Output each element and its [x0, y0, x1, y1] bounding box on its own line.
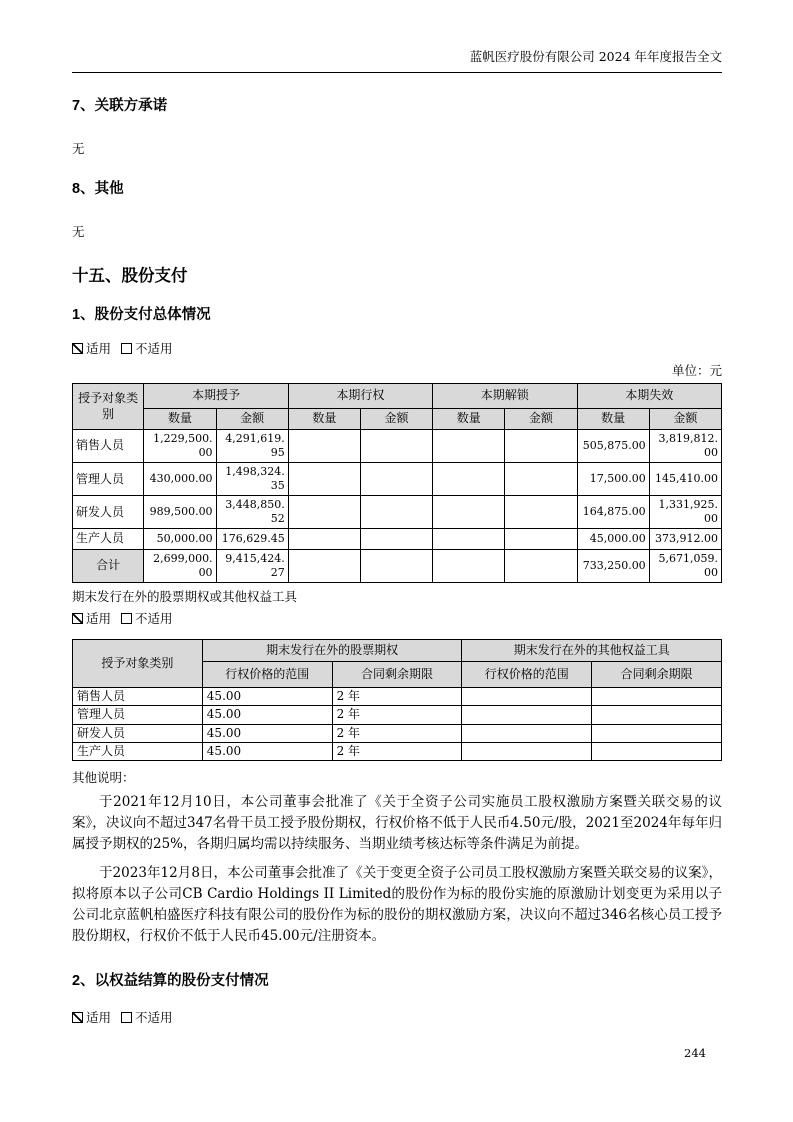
table-cell — [462, 724, 592, 742]
row-label: 管理人员 — [73, 463, 144, 496]
table-cell: 3,448,850.52 — [216, 496, 288, 529]
checked-checkbox-icon — [72, 1012, 83, 1023]
t1-subheader: 金额 — [505, 409, 577, 430]
table-cell: 2 年 — [332, 687, 462, 705]
unchecked-checkbox-icon — [121, 343, 132, 354]
section-8-heading: 8、其他 — [72, 181, 124, 197]
table-cell — [505, 496, 577, 529]
page-number: 244 — [684, 1046, 706, 1060]
table-row-total — [73, 549, 722, 582]
table-cell: 1,331,925.00 — [649, 496, 721, 529]
table-cell — [433, 529, 505, 549]
table-cell — [505, 529, 577, 549]
share-payment-summary-table — [72, 383, 722, 583]
table-cell: 145,410.00 — [649, 463, 721, 496]
table-cell: 1,498,324.35 — [216, 463, 288, 496]
table-cell: 164,875.00 — [577, 496, 649, 529]
t2-subheader: 合同剩余期限 — [332, 661, 462, 687]
not-applicable-label: 不适用 — [135, 1010, 173, 1026]
section-7-heading: 7、关联方承诺 — [72, 98, 168, 114]
table-cell: 45.00 — [202, 687, 332, 705]
table-cell: 17,500.00 — [577, 463, 649, 496]
header-title: 蓝帆医疗股份有限公司 2024 年年度报告全文 — [469, 49, 722, 64]
table-cell — [360, 549, 432, 582]
t2-group-stock-options: 期末发行在外的股票期权 — [202, 639, 462, 661]
t1-group-exercised: 本期行权 — [288, 384, 432, 409]
table-cell: 2 年 — [332, 743, 462, 761]
table-cell — [288, 529, 360, 549]
t1-subheader: 金额 — [216, 409, 288, 430]
t1-subheader: 数量 — [433, 409, 505, 430]
table-cell — [592, 706, 722, 724]
applicability-line-1 — [72, 341, 722, 356]
table-cell: 9,415,424.27 — [216, 549, 288, 582]
table-row — [73, 430, 722, 463]
table-cell — [433, 496, 505, 529]
table-cell — [288, 496, 360, 529]
table-cell: 4,291,619.95 — [216, 430, 288, 463]
applicable-label: 适用 — [86, 1010, 112, 1026]
outstanding-options-table — [72, 639, 722, 761]
table-cell: 2 年 — [332, 724, 462, 742]
row-label: 销售人员 — [73, 430, 144, 463]
table-row — [73, 496, 722, 529]
section-7-body: 无 — [72, 141, 85, 156]
table-row — [73, 743, 722, 761]
note-paragraph-2023: 于2023年12月8日，本公司董事会批准了《关于变更全资子公司员工股权激励方案暨关联交易的议案》，拟将原本以子公司CB Cardio Holdings II Limited的股份作为标的股份实施的原激励计划变更为采用以子公司北京蓝帆柏盛医疗科技有限公司的股份作为标的股份的期权激励方案，决议向不超过346名核心员工授予股份期权，行权价不低于人民币45.00元/注册资本。 — [72, 865, 722, 945]
table-cell — [592, 724, 722, 742]
table-cell — [360, 430, 432, 463]
table-cell — [288, 463, 360, 496]
table-cell — [462, 706, 592, 724]
not-applicable-label: 不适用 — [135, 341, 173, 356]
table-cell — [433, 463, 505, 496]
t1-category-header: 授予对象类别 — [73, 384, 144, 430]
table-cell: 430,000.00 — [144, 463, 216, 496]
table-cell: 45.00 — [202, 724, 332, 742]
t1-group-granted: 本期授予 — [144, 384, 288, 409]
t2-category-header: 授予对象类别 — [73, 639, 203, 687]
unit-label: 单位：元 — [671, 363, 722, 378]
checked-checkbox-icon — [72, 613, 83, 624]
total-row-label: 合计 — [73, 549, 144, 582]
table-cell — [433, 430, 505, 463]
t1-subheader: 数量 — [577, 409, 649, 430]
table-cell: 45.00 — [202, 743, 332, 761]
table-cell: 505,875.00 — [577, 430, 649, 463]
applicable-label: 适用 — [86, 341, 112, 356]
t2-group-other-instruments: 期末发行在外的其他权益工具 — [462, 639, 722, 661]
other-notes-label: 其他说明： — [72, 770, 135, 786]
applicable-label: 适用 — [86, 610, 112, 626]
checked-checkbox-icon — [72, 343, 83, 354]
table-cell — [360, 529, 432, 549]
table-row — [73, 687, 722, 705]
unchecked-checkbox-icon — [121, 1012, 132, 1023]
applicability-line-2 — [72, 611, 722, 626]
table-row — [73, 706, 722, 724]
t1-subheader: 数量 — [144, 409, 216, 430]
table-cell — [462, 743, 592, 761]
row-label: 生产人员 — [73, 743, 203, 761]
table-cell — [360, 496, 432, 529]
unchecked-checkbox-icon — [121, 613, 132, 624]
table-cell — [592, 687, 722, 705]
t2-subheader: 行权价格的范围 — [202, 661, 332, 687]
table-row — [73, 463, 722, 496]
section-8-body: 无 — [72, 224, 85, 239]
table-cell — [462, 687, 592, 705]
table-cell: 1,229,500.00 — [144, 430, 216, 463]
table-cell: 989,500.00 — [144, 496, 216, 529]
table-row — [73, 529, 722, 549]
table-cell: 373,912.00 — [649, 529, 721, 549]
table-cell — [288, 430, 360, 463]
section-15-1-heading: 1、股份支付总体情况 — [72, 307, 211, 323]
row-label: 销售人员 — [73, 687, 203, 705]
t1-group-unlocked: 本期解锁 — [433, 384, 577, 409]
table-row — [73, 724, 722, 742]
table-cell: 3,819,812.00 — [649, 430, 721, 463]
table-cell: 45.00 — [202, 706, 332, 724]
table-cell — [505, 430, 577, 463]
section-15-heading: 十五、股份支付 — [72, 267, 188, 285]
table-cell: 5,671,059.00 — [649, 549, 721, 582]
table-cell: 50,000.00 — [144, 529, 216, 549]
table-cell — [505, 463, 577, 496]
table-cell: 2,699,000.00 — [144, 549, 216, 582]
row-label: 生产人员 — [73, 529, 144, 549]
t2-subheader: 合同剩余期限 — [592, 661, 722, 687]
section-15-2-heading: 2、以权益结算的股份支付情况 — [72, 973, 269, 990]
table-cell: 733,250.00 — [577, 549, 649, 582]
not-applicable-label: 不适用 — [135, 610, 173, 626]
table-cell: 45,000.00 — [577, 529, 649, 549]
applicability-line-3 — [72, 1010, 722, 1025]
table-cell: 176,629.45 — [216, 529, 288, 549]
t1-subheader: 金额 — [649, 409, 721, 430]
outstanding-options-note: 期末发行在外的股票期权或其他权益工具 — [72, 588, 298, 604]
note-paragraph-2021: 于2021年12月10日，本公司董事会批准了《关于全资子公司实施员工股权激励方案暨关联交易的议案》，决议向不超过347名骨干员工授予股份期权，行权价格不低于人民币4.50元/股，2021至2024年每年归属授予期权的25%，各期归属均需以持续服务、当期业绩考核达标等条件满足为前提。 — [72, 794, 722, 853]
row-label: 研发人员 — [73, 724, 203, 742]
table-cell — [288, 549, 360, 582]
page-header — [72, 48, 722, 73]
t2-subheader: 行权价格的范围 — [462, 661, 592, 687]
t1-subheader: 数量 — [288, 409, 360, 430]
table-cell — [505, 549, 577, 582]
table-cell — [433, 549, 505, 582]
table-cell — [360, 463, 432, 496]
t1-subheader: 金额 — [360, 409, 432, 430]
row-label: 管理人员 — [73, 706, 203, 724]
t1-group-lapsed: 本期失效 — [577, 384, 722, 409]
table-cell: 2 年 — [332, 706, 462, 724]
row-label: 研发人员 — [73, 496, 144, 529]
table-cell — [592, 743, 722, 761]
